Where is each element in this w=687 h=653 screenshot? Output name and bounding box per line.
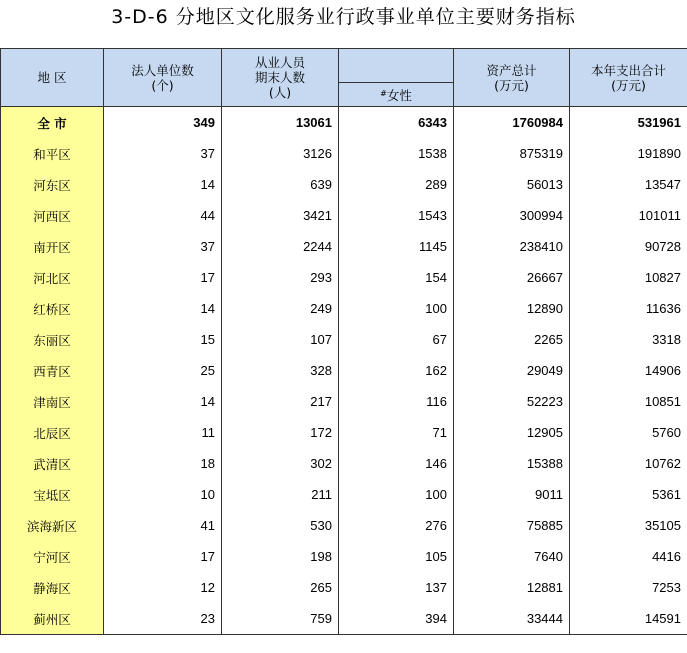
cell-female: 100	[339, 479, 454, 510]
table-header	[1, 49, 687, 107]
cell-units: 17	[104, 262, 222, 293]
cell-expenditure: 4416	[570, 541, 687, 572]
cell-region: 津南区	[1, 386, 104, 417]
cell-female: 1145	[339, 231, 454, 262]
cell-region: 宁河区	[1, 541, 104, 572]
header-employees-unit: (人)	[268, 85, 292, 100]
header-assets-unit: (万元)	[494, 77, 529, 93]
table-row	[1, 510, 687, 541]
cell-employees: 530	[222, 510, 339, 541]
cell-expenditure: 10827	[570, 262, 687, 293]
cell-region: 武清区	[1, 448, 104, 479]
cell-assets: 75885	[454, 510, 570, 541]
header-female	[339, 83, 454, 107]
cell-assets: 26667	[454, 262, 570, 293]
cell-female: 162	[339, 355, 454, 386]
cell-units: 41	[104, 510, 222, 541]
cell-region: 红桥区	[1, 293, 104, 324]
cell-assets: 238410	[454, 231, 570, 262]
table-row	[1, 324, 687, 355]
cell-units: 23	[104, 603, 222, 635]
cell-female: 105	[339, 541, 454, 572]
cell-region: 蓟州区	[1, 603, 104, 635]
cell-female: 6343	[339, 107, 454, 139]
cell-units: 12	[104, 572, 222, 603]
cell-region: 北辰区	[1, 417, 104, 448]
table-row	[1, 200, 687, 231]
cell-units: 11	[104, 417, 222, 448]
cell-region: 河东区	[1, 169, 104, 200]
table-row	[1, 572, 687, 603]
header-employees-label-1: 从业人员	[254, 55, 305, 70]
cell-expenditure: 11636	[570, 293, 687, 324]
financial-table-container	[0, 48, 687, 635]
cell-assets: 12881	[454, 572, 570, 603]
cell-expenditure: 5361	[570, 479, 687, 510]
header-assets-label: 资产总计	[486, 62, 537, 78]
cell-female: 1538	[339, 138, 454, 169]
table-row	[1, 355, 687, 386]
cell-expenditure: 14906	[570, 355, 687, 386]
cell-female: 154	[339, 262, 454, 293]
cell-female: 67	[339, 324, 454, 355]
table-row	[1, 448, 687, 479]
cell-expenditure: 35105	[570, 510, 687, 541]
cell-units: 37	[104, 138, 222, 169]
header-female-mark: #	[380, 89, 387, 98]
cell-units: 14	[104, 169, 222, 200]
header-units	[104, 49, 222, 107]
cell-female: 146	[339, 448, 454, 479]
cell-employees: 13061	[222, 107, 339, 139]
cell-female: 276	[339, 510, 454, 541]
cell-expenditure: 531961	[570, 107, 687, 139]
cell-region: 和平区	[1, 138, 104, 169]
cell-female: 116	[339, 386, 454, 417]
cell-units: 10	[104, 479, 222, 510]
cell-region: 静海区	[1, 572, 104, 603]
cell-expenditure: 10762	[570, 448, 687, 479]
table-row	[1, 169, 687, 200]
header-region-label: 地 区	[37, 70, 67, 85]
header-region	[1, 49, 104, 107]
cell-assets: 56013	[454, 169, 570, 200]
cell-employees: 2244	[222, 231, 339, 262]
table-row	[1, 417, 687, 448]
cell-employees: 293	[222, 262, 339, 293]
cell-region: 西青区	[1, 355, 104, 386]
cell-units: 14	[104, 293, 222, 324]
header-units-label: 法人单位数	[131, 62, 194, 78]
table-row	[1, 293, 687, 324]
header-employees	[222, 49, 339, 107]
table-row	[1, 262, 687, 293]
header-units-unit: (个)	[151, 77, 174, 93]
header-expenditure	[570, 49, 687, 107]
table-row	[1, 138, 687, 169]
cell-employees: 198	[222, 541, 339, 572]
cell-assets: 52223	[454, 386, 570, 417]
cell-expenditure: 10851	[570, 386, 687, 417]
cell-region: 南开区	[1, 231, 104, 262]
cell-employees: 107	[222, 324, 339, 355]
cell-assets: 2265	[454, 324, 570, 355]
header-employees-label-2: 期末人数	[254, 70, 305, 85]
cell-region: 滨海新区	[1, 510, 104, 541]
cell-female: 394	[339, 603, 454, 635]
cell-units: 44	[104, 200, 222, 231]
cell-region: 宝坻区	[1, 479, 104, 510]
cell-expenditure: 14591	[570, 603, 687, 635]
cell-expenditure: 3318	[570, 324, 687, 355]
cell-employees: 639	[222, 169, 339, 200]
table-row	[1, 479, 687, 510]
cell-units: 18	[104, 448, 222, 479]
cell-assets: 7640	[454, 541, 570, 572]
cell-employees: 211	[222, 479, 339, 510]
table-row	[1, 231, 687, 262]
financial-indicators-table	[0, 48, 687, 635]
table-row	[1, 386, 687, 417]
cell-assets: 300994	[454, 200, 570, 231]
cell-expenditure: 101011	[570, 200, 687, 231]
total-row	[1, 107, 687, 139]
cell-employees: 3421	[222, 200, 339, 231]
cell-employees: 172	[222, 417, 339, 448]
header-female-label: 女性	[386, 88, 412, 103]
header-expenditure-label: 本年支出合计	[590, 62, 666, 78]
cell-female: 71	[339, 417, 454, 448]
cell-employees: 217	[222, 386, 339, 417]
cell-assets: 1760984	[454, 107, 570, 139]
table-title: 3-D-6 分地区文化服务业行政事业单位主要财务指标	[111, 6, 576, 28]
table-row	[1, 603, 687, 635]
cell-region: 全 市	[1, 107, 104, 139]
cell-expenditure: 13547	[570, 169, 687, 200]
cell-units: 14	[104, 386, 222, 417]
cell-assets: 33444	[454, 603, 570, 635]
cell-employees: 249	[222, 293, 339, 324]
cell-region: 河西区	[1, 200, 104, 231]
cell-female: 289	[339, 169, 454, 200]
table-row	[1, 541, 687, 572]
cell-expenditure: 90728	[570, 231, 687, 262]
cell-units: 15	[104, 324, 222, 355]
cell-female: 1543	[339, 200, 454, 231]
cell-region: 东丽区	[1, 324, 104, 355]
cell-employees: 3126	[222, 138, 339, 169]
cell-employees: 328	[222, 355, 339, 386]
cell-assets: 875319	[454, 138, 570, 169]
header-expenditure-unit: (万元)	[611, 77, 646, 93]
cell-female: 137	[339, 572, 454, 603]
header-female-spacer	[339, 49, 454, 83]
header-assets	[454, 49, 570, 107]
cell-assets: 9011	[454, 479, 570, 510]
cell-expenditure: 5760	[570, 417, 687, 448]
cell-expenditure: 191890	[570, 138, 687, 169]
cell-units: 17	[104, 541, 222, 572]
cell-employees: 302	[222, 448, 339, 479]
cell-employees: 265	[222, 572, 339, 603]
cell-units: 349	[104, 107, 222, 139]
table-body	[1, 107, 687, 635]
cell-assets: 15388	[454, 448, 570, 479]
cell-assets: 12905	[454, 417, 570, 448]
cell-assets: 29049	[454, 355, 570, 386]
cell-units: 37	[104, 231, 222, 262]
cell-employees: 759	[222, 603, 339, 635]
cell-female: 100	[339, 293, 454, 324]
cell-region: 河北区	[1, 262, 104, 293]
cell-expenditure: 7253	[570, 572, 687, 603]
cell-assets: 12890	[454, 293, 570, 324]
cell-units: 25	[104, 355, 222, 386]
